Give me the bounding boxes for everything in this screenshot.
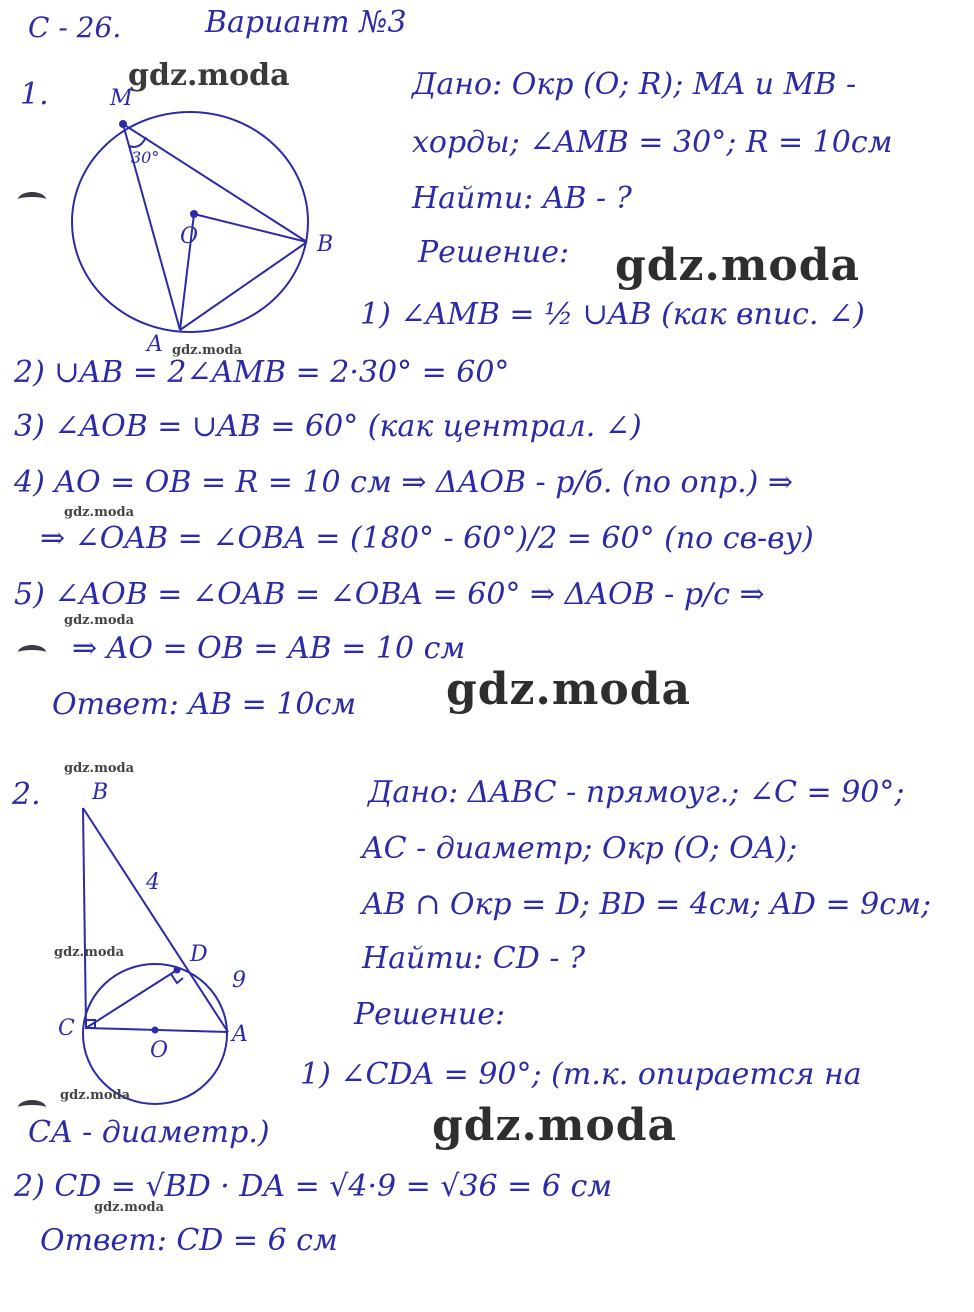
problem1-step-4: 4) AO = OB = R = 10 см ⇒ ΔAOB - р/б. (по опр.) ⇒ xyxy=(14,465,794,500)
label-a: A xyxy=(232,1022,248,1047)
watermark: gdz.moda xyxy=(60,1088,131,1103)
label-o: O xyxy=(180,224,199,249)
problem1-number: 1. xyxy=(20,77,49,112)
label-b: B xyxy=(317,232,334,257)
watermark: gdz.moda xyxy=(54,945,125,960)
watermark: gdz.moda xyxy=(446,664,692,715)
label-d: D xyxy=(190,942,208,967)
problem1-step-1: 1) ∠AMB = ½ ∪AB (как впис. ∠) xyxy=(360,297,865,332)
variant-title: Вариант №3 xyxy=(205,5,407,40)
right-angle-d xyxy=(171,974,183,983)
label-b: B xyxy=(92,780,109,805)
problem1-step-6: 5) ∠AOB = ∠OAB = ∠OBA = 60° ⇒ ΔAOB - р/с ⇒ xyxy=(14,577,765,612)
problem1-given-2: хорды; ∠AMB = 30°; R = 10см xyxy=(412,125,893,160)
problem2-solution-title: Решение: xyxy=(354,997,506,1032)
segment-cd xyxy=(86,970,177,1028)
watermark: gdz.moda xyxy=(94,1200,165,1215)
label-a: A xyxy=(147,332,163,357)
watermark: gdz.moda xyxy=(128,58,290,93)
problem2-given-4: Найти: CD - ? xyxy=(362,941,586,976)
problem1-solution-title: Решение: xyxy=(418,235,570,270)
label-o: O xyxy=(150,1038,169,1063)
watermark: gdz.moda xyxy=(432,1100,678,1151)
label-angle-30: 30° xyxy=(131,148,160,167)
problem1-step-7: ⇒ AO = OB = AB = 10 см xyxy=(72,631,466,666)
problem1-answer: Ответ: AB = 10см xyxy=(52,687,357,722)
section-code: С - 26. xyxy=(28,11,122,44)
problem1-step-2: 2) ∪AB = 2∠AMB = 2·30° = 60° xyxy=(14,355,510,390)
label-m: M xyxy=(110,86,133,111)
problem2-step-1-cont: CA - диаметр.) xyxy=(28,1115,270,1150)
problem1-step-3: 3) ∠AOB = ∪AB = 60° (как централ. ∠) xyxy=(14,409,642,444)
problem1-given-1: Дано: Окр (O; R); MA и MB - xyxy=(412,67,857,102)
problem2-answer: Ответ: CD = 6 см xyxy=(40,1223,338,1258)
watermark: gdz.moda xyxy=(615,240,861,291)
watermark: gdz.moda xyxy=(64,761,135,776)
watermark: gdz.moda xyxy=(64,613,135,628)
problem2-given-1: Дано: ΔABC - прямоуг.; ∠C = 90°; xyxy=(368,775,905,810)
problem2-given-2: AC - диаметр; Окр (O; OA); xyxy=(362,831,798,866)
problem1-step-5: ⇒ ∠OAB = ∠OBA = (180° - 60°)/2 = 60° (по св-ву) xyxy=(40,521,814,556)
problem2-given-3: AB ∩ Окр = D; BD = 4см; AD = 9см; xyxy=(362,887,932,922)
label-segment-4: 4 xyxy=(146,870,160,895)
label-segment-9: 9 xyxy=(232,968,246,993)
watermark: gdz.moda xyxy=(64,505,135,520)
problem2-number: 2. xyxy=(12,777,41,812)
problem2-step-1: 1) ∠CDA = 90°; (т.к. опирается на xyxy=(300,1057,862,1092)
problem1-given-3: Найти: AB - ? xyxy=(412,181,632,216)
label-c: C xyxy=(58,1016,75,1041)
problem2-step-2: 2) CD = √BD · DA = √4·9 = √36 = 6 см xyxy=(14,1169,613,1204)
point-o xyxy=(152,1027,159,1034)
point-d xyxy=(174,967,181,974)
side-bc xyxy=(83,808,86,1028)
side-ab xyxy=(83,808,228,1032)
watermark: gdz.moda xyxy=(172,343,243,358)
